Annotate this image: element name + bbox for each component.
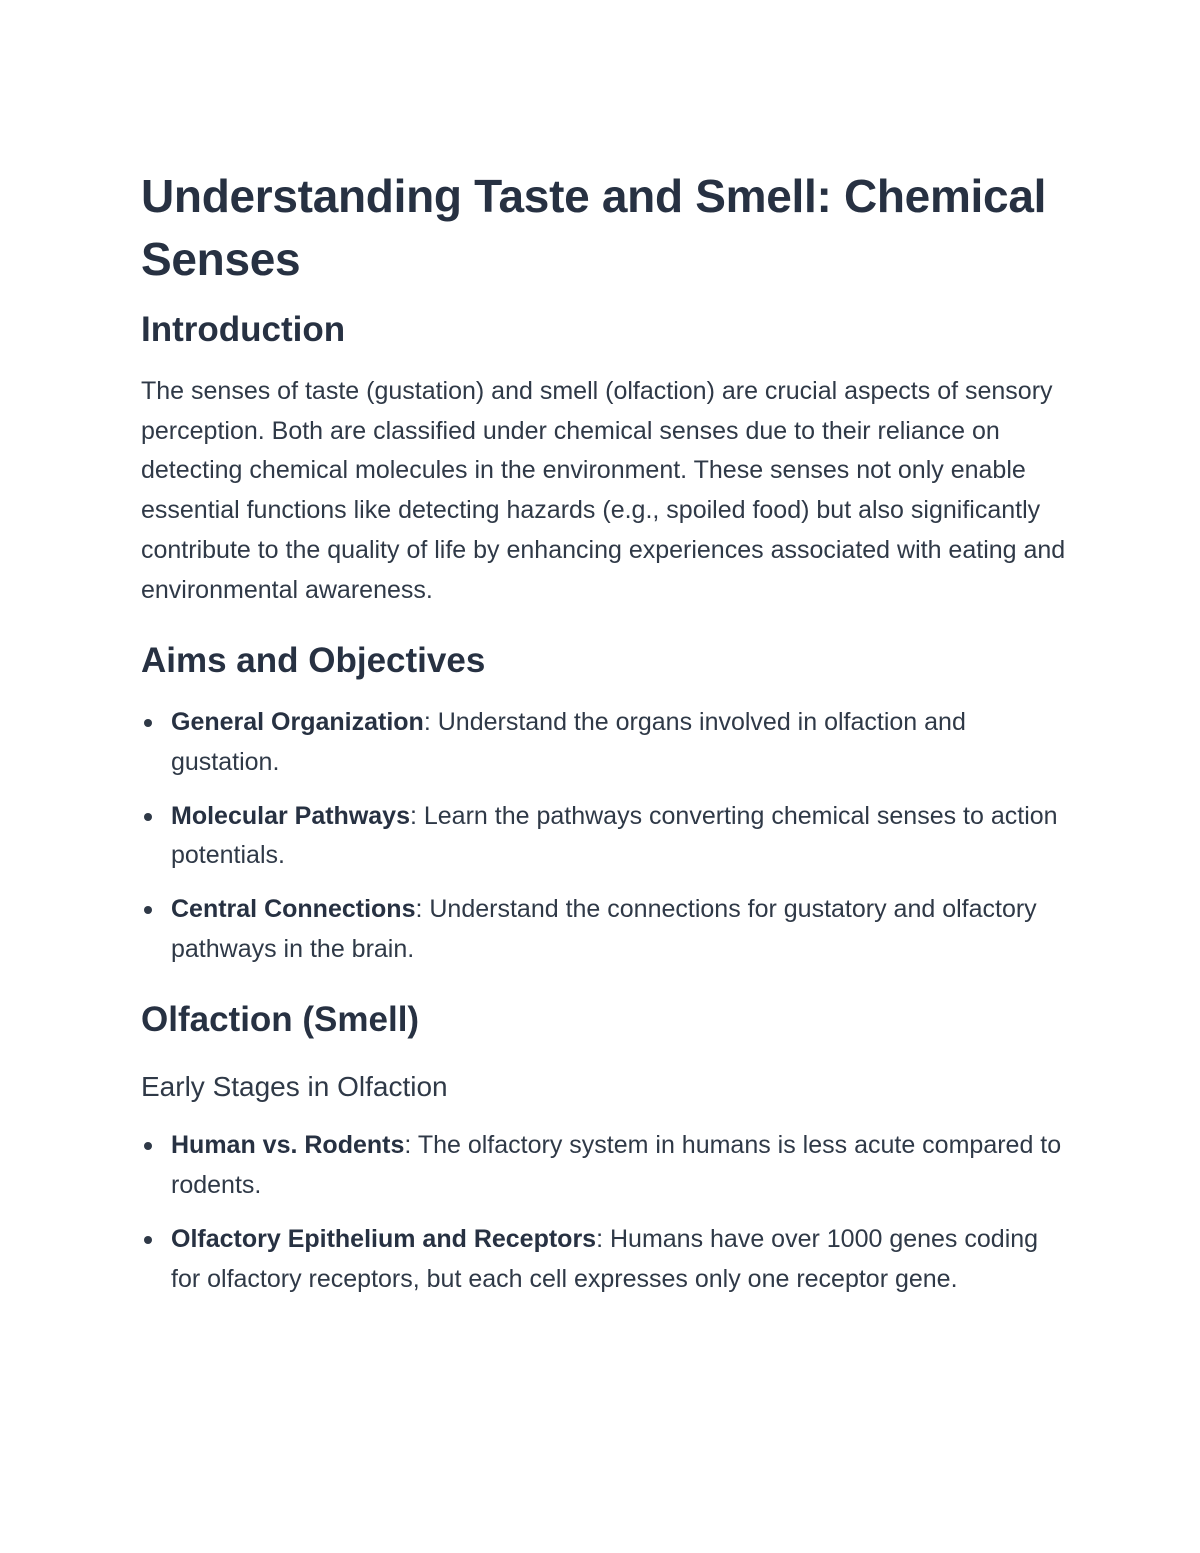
list-item <box>141 890 1071 969</box>
subsection-heading-early-stages: Early Stages in Olfaction <box>141 1071 448 1103</box>
list-item-term: Human vs. Rodents <box>171 1131 405 1160</box>
bullet-icon <box>144 813 152 821</box>
list-item-text: : Learn the pathways converting chemical senses to action potentials. <box>171 801 1058 870</box>
list-item-text: : The olfactory system in humans is less acute compared to rodents. <box>171 1131 1062 1200</box>
section-heading-introduction: Introduction <box>141 310 346 349</box>
list-item-text: : Understand the organs involved in olfaction and gustation. <box>171 708 966 776</box>
list-item <box>141 797 1071 876</box>
list-item-term: Central Connections <box>171 895 416 924</box>
bullet-icon <box>144 1236 152 1244</box>
document-title: Understanding Taste and Smell: Chemical Senses <box>141 170 1047 285</box>
bullet-icon <box>144 1142 152 1150</box>
section-heading-olfaction: Olfaction (Smell) <box>141 1000 420 1040</box>
document-page <box>141 165 1071 1299</box>
list-item-text: : Humans have over 1000 genes coding for olfactory receptors, but each cell expresses only one receptor gene. <box>171 1224 1039 1293</box>
list-item-text: : Understand the connections for gustatory and olfactory pathways in the brain. <box>171 895 1037 963</box>
introduction-paragraph: The senses of taste (gustation) and smell (olfaction) are crucial aspects of sensory perception. Both are classified under chemical senses due to their reliance on detecting chemical molecules in the environment. These senses not only enable essential functions like detecting hazards (e.g., spoiled food) but also significantly contribute to the quality of life by enhancing experiences associated with eating and environmental awareness. <box>141 377 1066 604</box>
aims-list <box>141 703 1071 969</box>
section-heading-aims: Aims and Objectives <box>141 641 486 681</box>
early-stages-list <box>141 1126 1071 1299</box>
list-item-term: Olfactory Epithelium and Receptors <box>171 1224 597 1253</box>
list-item-term: Molecular Pathways <box>171 801 410 830</box>
list-item <box>141 1220 1071 1299</box>
list-item <box>141 1126 1071 1205</box>
bullet-icon <box>144 906 152 914</box>
bullet-icon <box>144 719 152 727</box>
list-item <box>141 703 1071 782</box>
list-item-term: General Organization <box>171 708 424 737</box>
